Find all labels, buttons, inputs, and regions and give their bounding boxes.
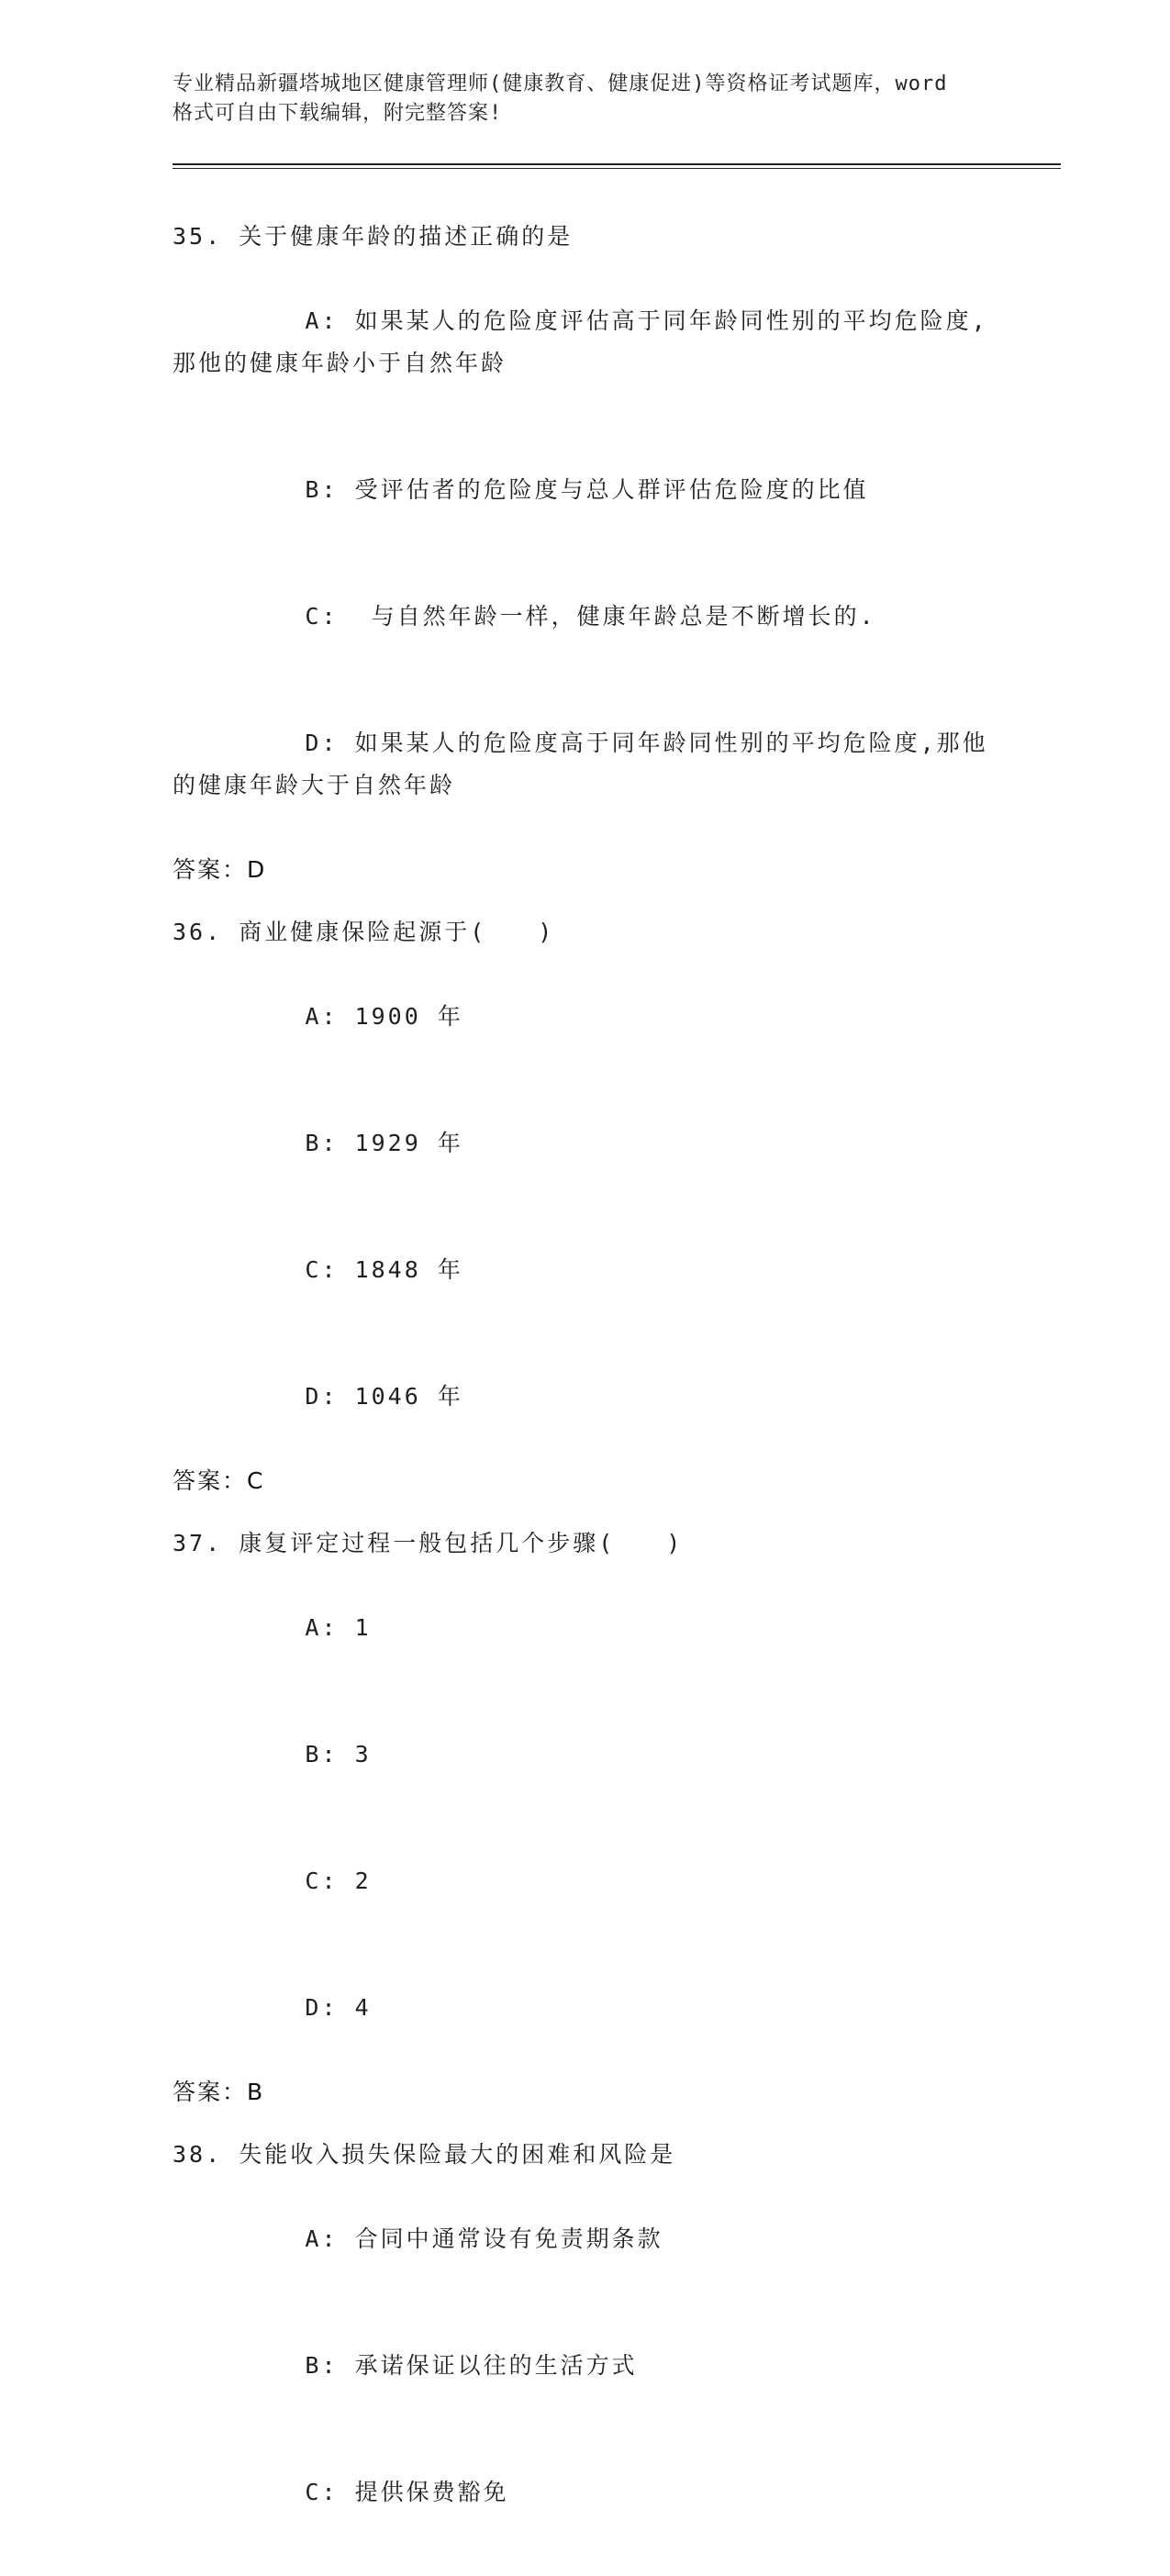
option-label: D: (305, 1383, 355, 1410)
option-c (173, 553, 998, 680)
question-stem: 38. 失能收入损失保险最大的困难和风险是 (173, 2141, 676, 2168)
option-label: A: (305, 1614, 355, 1641)
header-line-2: 格式可自由下载编辑，附完整答案! (173, 102, 503, 125)
option-d (173, 680, 998, 849)
option-text: 1900 年 (354, 1003, 463, 1030)
question-stem: 36. 商业健康保险起源于( ) (173, 919, 555, 945)
option-label: B: (305, 1130, 355, 1156)
question-37 (173, 1522, 998, 2113)
option-text: 1 (354, 1614, 372, 1641)
option-label: C: (305, 603, 355, 630)
option-label: D: (305, 730, 355, 756)
option-a (173, 1565, 998, 1691)
question-stem: 37. 康复评定过程一般包括几个步骤( ) (173, 1530, 684, 1556)
option-d (173, 1333, 998, 1460)
option-label: C: (305, 2479, 355, 2505)
option-text: 1848 年 (354, 1256, 463, 1283)
option-text: 4 (354, 1994, 372, 2021)
option-a (173, 953, 998, 1080)
option-label: B: (305, 476, 355, 503)
header-divider-thick (173, 163, 1061, 165)
answer-line: 答案：D (173, 856, 267, 883)
option-b (173, 427, 998, 553)
option-text: 与自然年龄一样，健康年龄总是不断增长的. (354, 603, 876, 630)
option-label: A: (305, 1003, 355, 1030)
option-text: 受评估者的危险度与总人群评估危险度的比值 (354, 476, 869, 503)
option-text: 提供保费豁免 (354, 2479, 509, 2505)
option-a (173, 2176, 998, 2303)
option-text: 1929 年 (354, 1130, 463, 1156)
option-text: 如果某人的危险度高于同年龄同性别的平均危险度,那他的健康年龄大于自然年龄 (173, 730, 988, 798)
question-36 (173, 911, 998, 1502)
option-a (173, 258, 998, 427)
option-text: 3 (354, 1741, 372, 1768)
option-label: A: (305, 2225, 355, 2252)
option-text: 1046 年 (354, 1383, 463, 1410)
option-label: B: (305, 1741, 355, 1768)
option-label: C: (305, 1868, 355, 1894)
answer-line: 答案：B (173, 2079, 265, 2105)
option-label: A: (305, 307, 355, 334)
option-c (173, 2429, 998, 2556)
question-35 (173, 216, 998, 891)
option-c (173, 1207, 998, 1333)
option-label: B: (305, 2352, 355, 2379)
option-c (173, 1818, 998, 1945)
option-d (173, 1945, 998, 2071)
option-b (173, 1080, 998, 1207)
option-text: 合同中通常设有免责期条款 (354, 2225, 663, 2252)
option-text: 承诺保证以往的生活方式 (354, 2352, 638, 2379)
question-38 (173, 2134, 998, 2556)
header-divider-thin (173, 168, 1061, 169)
question-stem: 35. 关于健康年龄的描述正确的是 (173, 223, 574, 250)
question-list (173, 216, 998, 2576)
option-b (173, 2303, 998, 2429)
header-line-1: 专业精品新疆塔城地区健康管理师(健康教育、健康促进)等资格证考试题库，word (173, 72, 948, 95)
option-text: 2 (354, 1868, 372, 1894)
option-b (173, 1691, 998, 1818)
document-header (173, 70, 998, 128)
option-label: C: (305, 1256, 355, 1283)
option-text: 如果某人的危险度评估高于同年龄同性别的平均危险度,那他的健康年龄小于自然年龄 (173, 307, 988, 376)
answer-line: 答案：C (173, 1467, 265, 1494)
option-label: D: (305, 1994, 355, 2021)
